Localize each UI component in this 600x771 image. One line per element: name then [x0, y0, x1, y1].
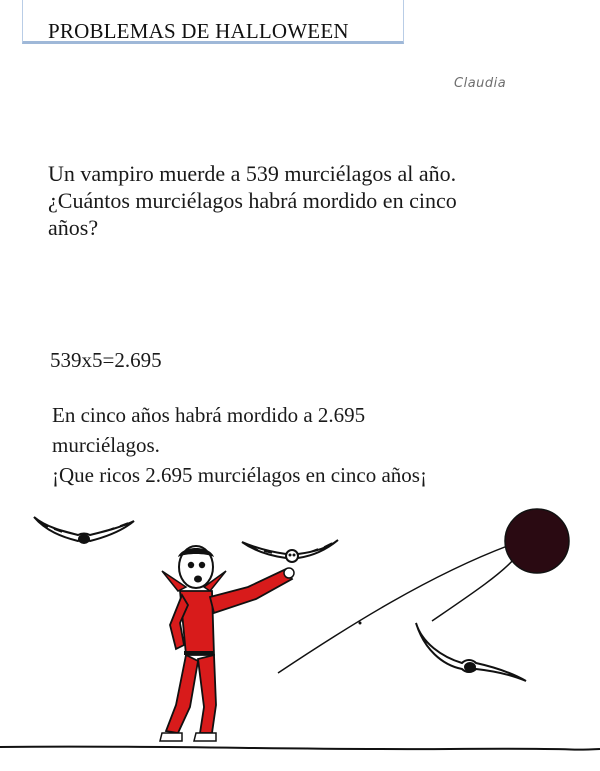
problem-line-3: años?	[48, 215, 99, 240]
author-signature: Claudia	[454, 76, 507, 91]
answer-line-3: ¡Que ricos 2.695 murciélagos en cinco años¡	[52, 463, 427, 487]
page-title: PROBLEMAS DE HALLOWEEN	[48, 19, 349, 43]
answer-line-2: murciélagos.	[52, 433, 160, 457]
problem-statement	[48, 160, 528, 241]
bat-icon	[242, 540, 338, 562]
problem-line-1: Un vampiro muerde a 539 murciélagos al año.	[48, 161, 457, 186]
answer-text	[52, 400, 542, 490]
ground-line	[0, 747, 600, 750]
halloween-drawing	[0, 495, 600, 771]
moon-icon	[278, 509, 569, 673]
bat-icon	[34, 517, 134, 544]
problem-line-2: ¿Cuántos murciélagos habrá mordido en cinco	[48, 188, 457, 213]
calculation: 539x5=2.695	[50, 348, 162, 372]
bat-icon	[416, 623, 526, 681]
vampire-figure	[160, 546, 294, 741]
answer-line-1: En cinco años habrá mordido a 2.695	[52, 403, 366, 427]
